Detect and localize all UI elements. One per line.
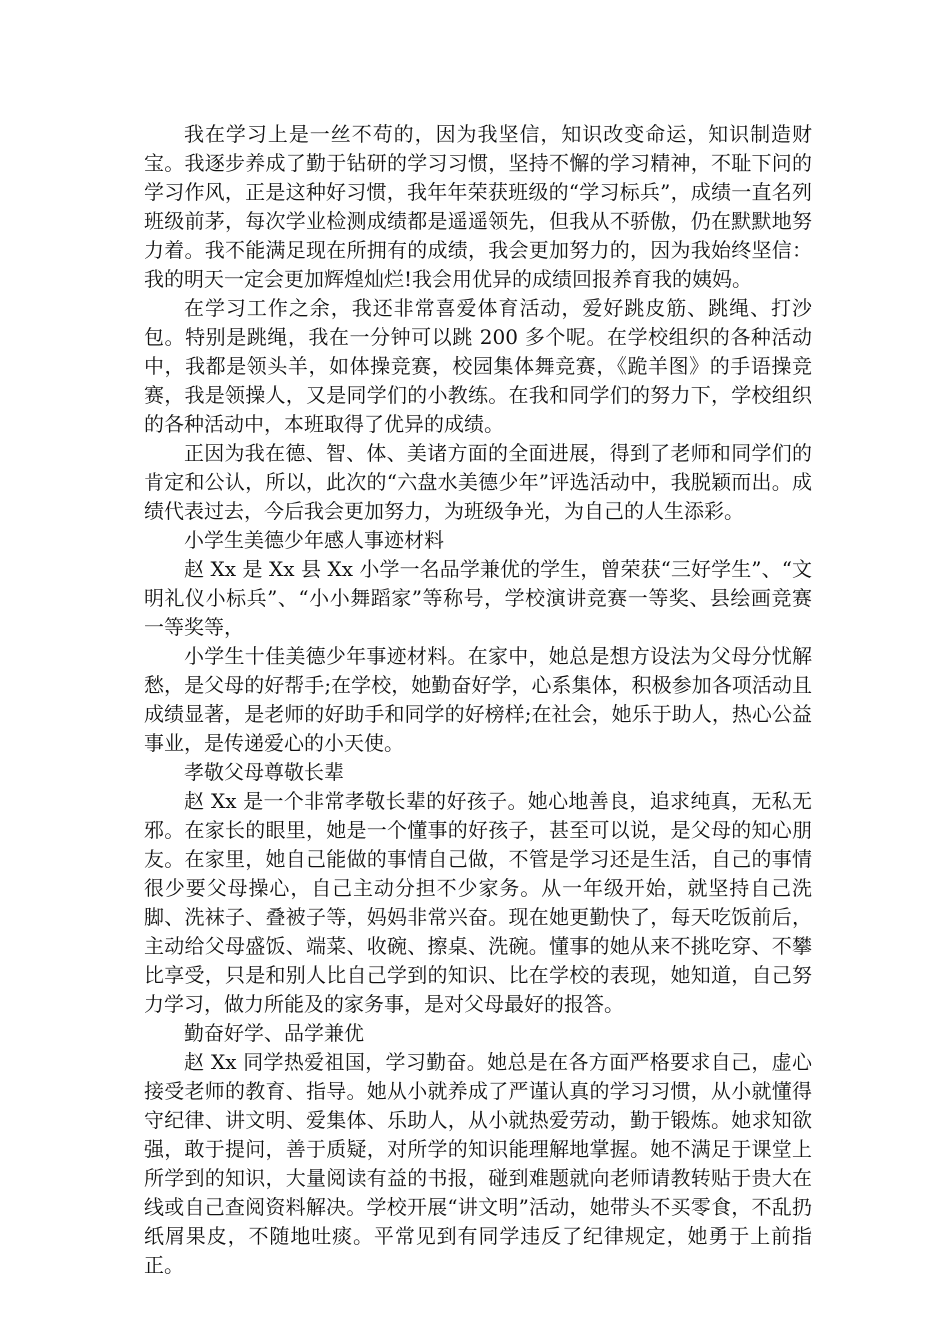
paragraph-top-ten-deeds: 小学生十佳美德少年事迹材料。在家中，她总是想方设法为父母分忧解愁，是父母的好帮手;在学校，她勤奋好学，心系集体，积极参加各项活动且成绩显著，是老师的好助手和同学的好榜样;在社会，她乐于助人，热心公益事业，是传递爱心的小天使。 [144, 644, 812, 755]
section-heading-diligent-study: 勤奋好学、品学兼优 [184, 1021, 364, 1045]
paragraph-study-habits: 我在学习上是一丝不苟的，因为我坚信，知识改变命运，知识制造财宝。我逐步养成了勤于钻研的学习习惯，坚持不懈的学习精神，不耻下问的学习作风，正是这种好习惯，我年年荣获班级的“学习标兵”，成绩一直名列班级前茅，每次学业检测成绩都是遥遥领先，但我从不骄傲，仍在默默地努力着。我不能满足现在所拥有的成绩，我会更加努力的，因为我始终坚信：我的明天一定会更加辉煌灿烂!我会用优异的成绩回报养育我的姨妈。 [144, 122, 812, 291]
paragraph-diligent-study: 赵 Xx 同学热爱祖国，学习勤奋。她总是在各方面严格要求自己，虚心接受老师的教育、指导。她从小就养成了严谨认真的学习习惯，从小就懂得守纪律、讲文明、爱集体、乐助人，从小就热爱劳动，勤于锻炼。她求知欲强，敢于提问，善于质疑，对所学的知识能理解地掌握。她不满足于课堂上所学到的知识，大量阅读有益的书报，碰到难题就向老师请教转贴于贵大在线或自己查阅资料解决。学校开展“讲文明”活动，她带头不买零食，不乱扔纸屑果皮，不随地吐痰。平常见到有同学违反了纪律规定，她勇于上前指正。 [144, 1050, 812, 1277]
section-heading-moving-deeds: 小学生美德少年感人事迹材料 [184, 528, 444, 552]
document-page [144, 120, 812, 1280]
paragraph-award-selection: 正因为我在德、智、体、美诸方面的全面进展，得到了老师和同学们的肯定和公认，所以，此次的“六盘水美德少年”评选活动中，我脱颖而出。成绩代表过去，今后我会更加努力，为班级争光，为自己的人生添彩。 [144, 441, 812, 523]
paragraph-filial-piety: 赵 Xx 是一个非常孝敬长辈的好孩子。她心地善良，追求纯真，无私无邪。在家长的眼里，她是一个懂事的好孩子，甚至可以说，是父母的知心朋友。在家里，她自己能做的事情自己做，不管是学习还是生活，自己的事情很少要父母操心，自己主动分担不少家务。从一年级开始，就坚持自己洗脚、洗袜子、叠被子等，妈妈非常兴奋。现在她更勤快了，每天吃饭前后，主动给父母盛饭、端菜、收碗、擦桌、洗碗。懂事的她从来不挑吃穿、不攀比享受，只是和别人比自己学到的知识、比在学校的表现，她知道，自己努力学习，做力所能及的家务事，是对父母最好的报答。 [144, 789, 812, 1016]
paragraph-student-intro: 赵 Xx 是 Xx 县 Xx 小学一名品学兼优的学生，曾荣获“三好学生”、“文明礼仪小标兵”、“小小舞蹈家”等称号，学校演讲竞赛一等奖、县绘画竞赛一等奖等， [144, 557, 812, 639]
section-heading-filial-piety: 孝敬父母尊敬长辈 [184, 760, 344, 784]
paragraph-sports-activities: 在学习工作之余，我还非常喜爱体育活动，爱好跳皮筋、跳绳、打沙包。特别是跳绳，我在一分钟可以跳 200 多个呢。在学校组织的各种活动中，我都是领头羊，如体操竞赛，校园集体舞竞赛，《跪羊图》的手语操竞赛，我是领操人，又是同学们的小教练。在我和同学们的努力下，学校组织的各种活动中，本班取得了优异的成绩。 [144, 296, 812, 436]
